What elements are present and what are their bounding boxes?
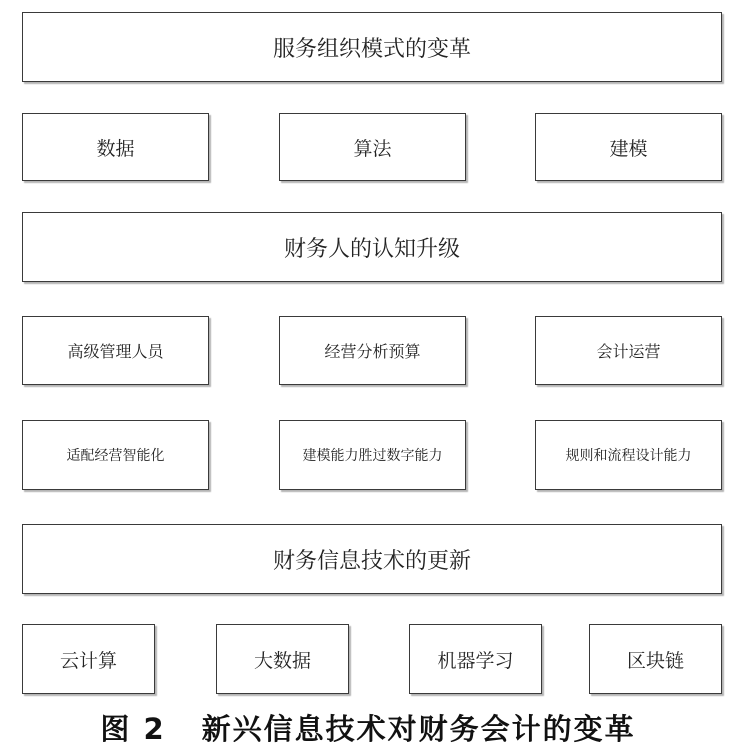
item-label: 算法 xyxy=(353,137,392,160)
section-1-title: 服务组织模式的变革 xyxy=(272,36,471,62)
item-label: 大数据 xyxy=(253,649,311,672)
item-label: 数据 xyxy=(96,137,135,160)
section-2-row-2-item-3 xyxy=(535,420,722,490)
section-2-row-1-item-1 xyxy=(22,316,209,385)
section-3-title: 财务信息技术的更新 xyxy=(272,548,471,574)
figure-title: 新兴信息技术对财务会计的变革 xyxy=(201,711,636,746)
section-1-title-box xyxy=(22,12,722,82)
section-2-row-2-item-2 xyxy=(279,420,466,490)
item-label: 经营分析预算 xyxy=(324,342,421,361)
item-label: 规则和流程设计能力 xyxy=(565,448,692,464)
section-3-item-bigdata xyxy=(216,624,349,694)
section-3-item-blockchain xyxy=(589,624,722,694)
item-label: 高级管理人员 xyxy=(67,342,164,361)
section-2-row-1-item-2 xyxy=(279,316,466,385)
item-label: 机器学习 xyxy=(437,649,514,672)
section-2-row-2-item-1 xyxy=(22,420,209,490)
item-label: 云计算 xyxy=(59,649,117,672)
section-2-title: 财务人的认知升级 xyxy=(283,236,460,262)
section-1-item-modeling xyxy=(535,113,722,181)
section-1-item-algorithm xyxy=(279,113,466,181)
section-1-item-data xyxy=(22,113,209,181)
item-label: 适配经营智能化 xyxy=(66,448,165,464)
section-3-title-box xyxy=(22,524,722,594)
figure-caption xyxy=(0,702,736,752)
section-2-row-1-item-3 xyxy=(535,316,722,385)
item-label: 区块链 xyxy=(626,649,684,672)
item-label: 会计运营 xyxy=(596,342,661,361)
item-label: 建模能力胜过数字能力 xyxy=(302,448,443,464)
figure-label: 图 2 xyxy=(100,711,166,746)
section-2-title-box xyxy=(22,212,722,282)
section-3-item-cloud xyxy=(22,624,155,694)
item-label: 建模 xyxy=(609,137,648,160)
section-3-item-ml xyxy=(409,624,542,694)
